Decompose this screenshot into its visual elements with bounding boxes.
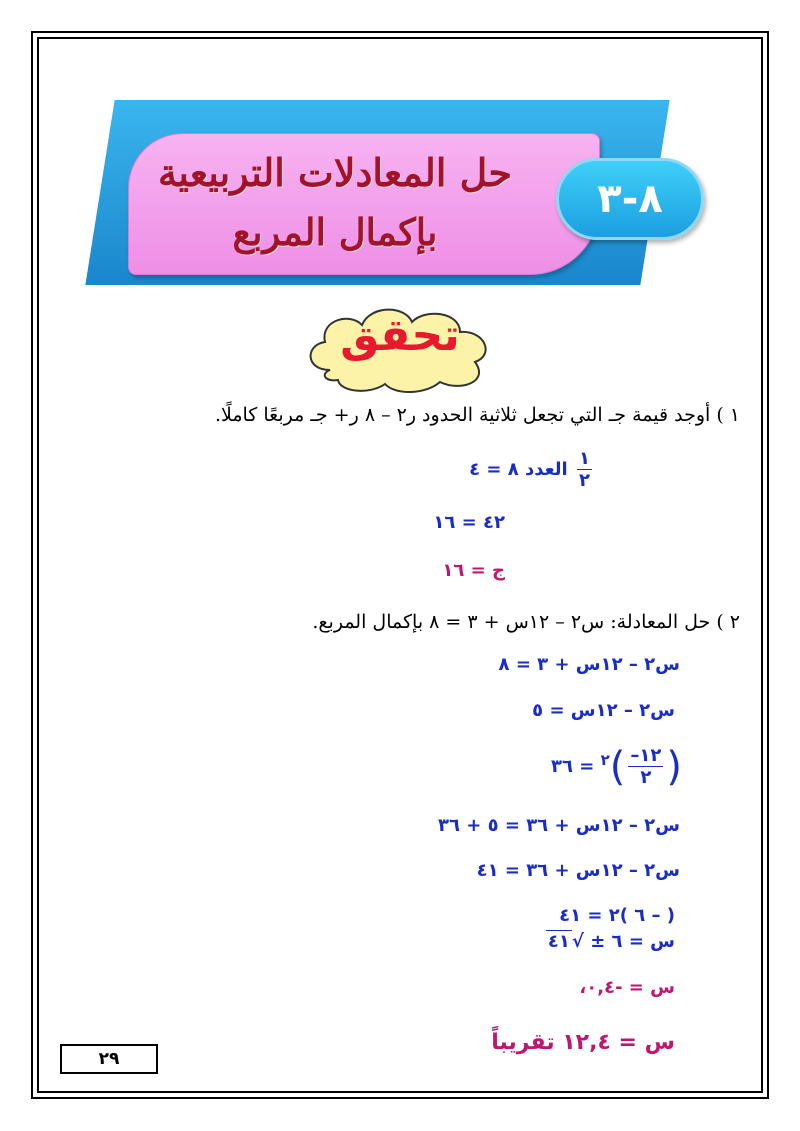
question-1-text: ١ ) أوجد قيمة جـ التي تجعل ثلاثية الحدود ر٢ – ٨ ر+ جـ مربعًا كاملًا. <box>214 404 740 426</box>
q1-step-square: ٤٢ = ١٦ <box>433 512 505 533</box>
sqrt-icon: √ <box>571 931 584 952</box>
q2-step-2: س٢ – ١٢س = ٥ <box>532 700 675 721</box>
fraction-numerator: ١ <box>579 448 590 469</box>
sqrt-radicand: ٤١ <box>547 931 570 952</box>
fraction-denominator: ٢ <box>640 767 652 788</box>
fraction-numerator: ١٢– <box>630 745 662 766</box>
exponent: ٢ <box>600 751 610 769</box>
q2-step-4: س٢ – ١٢س + ٣٦ = ٥ + ٣٦ <box>437 815 680 836</box>
q2-step-7 <box>546 930 675 952</box>
lesson-title-line2: بإكمال المربع <box>232 210 438 254</box>
fraction-denominator: ٢ <box>579 470 590 491</box>
lesson-number-badge: ٨-٣ <box>556 158 704 240</box>
q2-step-3-rest: = ٣٦ <box>551 756 595 777</box>
fraction-half <box>577 450 592 490</box>
q2-step-8: س = -٠,٤، <box>579 977 675 998</box>
question-2-text: ٢ ) حل المعادلة: س٢ – ١٢س + ٣ = ٨ بإكمال المربع. <box>312 611 740 633</box>
q1-result: ج = ١٦ <box>442 560 505 581</box>
section-label-check: تحقق <box>340 310 460 361</box>
q2-final-answer: س = ١٢,٤ تقريباً <box>491 1030 675 1055</box>
q1-step-half-rest: العدد ٨ = ٤ <box>469 459 568 480</box>
q2-step-5: س٢ – ١٢س + ٣٦ = ٤١ <box>476 860 680 881</box>
lesson-title-line1: حل المعادلات التربيعية <box>158 150 512 195</box>
q2-step-1: س٢ – ١٢س + ٣ = ٨ <box>498 654 680 675</box>
q2-step-6: ( – ٦ )٢ = ٤١ <box>559 905 675 926</box>
page-number: ٢٩ <box>60 1044 158 1074</box>
fraction-minus-twelve-over-two <box>628 747 663 787</box>
q2-step-7-prefix: س = ٦ ± <box>590 931 675 952</box>
q2-step-3: ( $\frac{١٢-}{٢}$ )$^٢$ = ٣٦ <box>551 744 682 790</box>
q1-step-half <box>469 450 595 490</box>
